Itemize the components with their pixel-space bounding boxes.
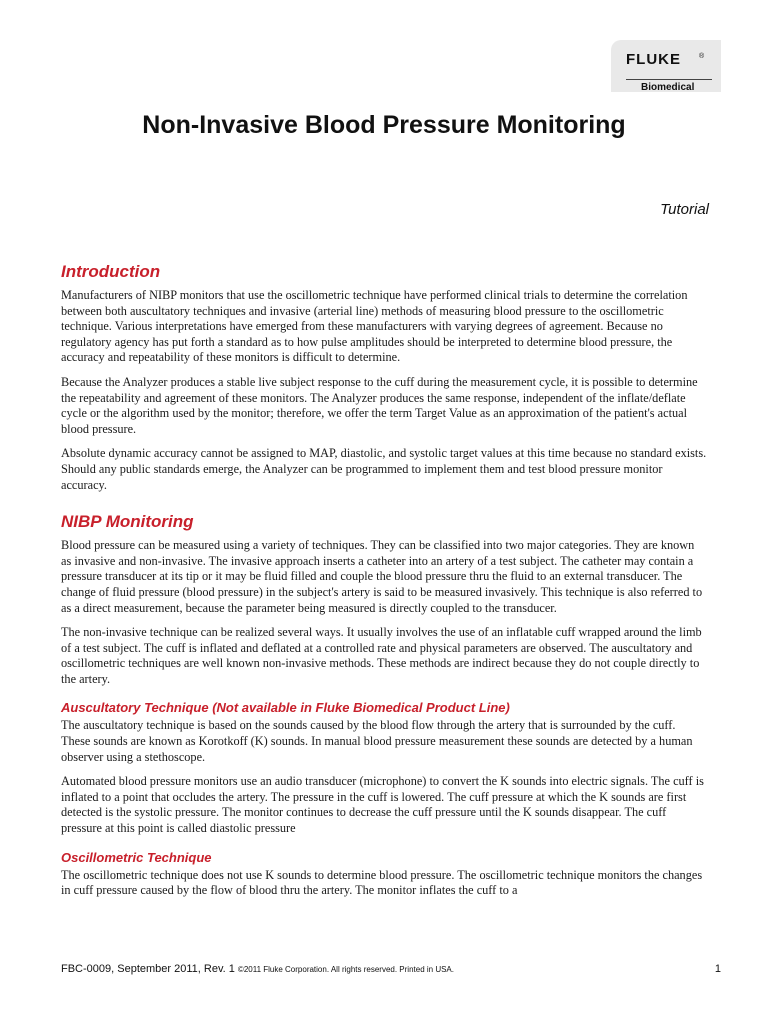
nibp-heading: NIBP Monitoring <box>61 512 194 532</box>
footer-info <box>61 963 454 975</box>
oscillometric-heading: Oscillometric Technique <box>61 849 212 865</box>
brand-logo: FLUKE <box>626 51 681 68</box>
auscultatory-heading: Auscultatory Technique (Not available in Fluke Biomedical Product Line) <box>61 700 510 716</box>
brand-division: Biomedical <box>641 82 695 93</box>
paragraph: Absolute dynamic accuracy cannot be assigned to MAP, diastolic, and systolic target values at this time because no standard exists. Should any public standards emerge, the Analyzer can be programmed to implement them and test blood pressure monitor accuracy. <box>61 446 707 492</box>
paragraph: The auscultatory technique is based on the sounds caused by the blood flow through the artery that is surrounded by the cuff. These sounds are known as Korotkoff (K) sounds. In manual blood pressure measurement these sounds are detected by a human observer using a stethoscope. <box>61 718 693 764</box>
doc-reference: FBC-0009, September 2011, Rev. 1 <box>61 963 235 975</box>
document-body <box>61 262 707 908</box>
paragraph: Manufacturers of NIBP monitors that use the oscillometric technique have performed clinical trials to determine the correlation between both auscultatory techniques and invasive (arterial line) methods of measuring blood pressure to the oscillometric technique. Various interpretations have emerged from these manufacturers with varying degrees of agreement. Because no regulatory agency has put forth a standard as to how pulse amplitudes should be interpreted to determine blood pressure, the accuracy and repeatability of these monitors is difficult to determine. <box>61 288 688 365</box>
document-subtitle: Tutorial <box>660 201 709 218</box>
copyright: ©2011 Fluke Corporation. All rights reserved. Printed in USA. <box>237 965 454 974</box>
page-title: Non-Invasive Blood Pressure Monitoring <box>142 111 626 139</box>
registered-mark: ® <box>699 53 705 60</box>
paragraph: Automated blood pressure monitors use an audio transducer (microphone) to convert the K sounds into electric signals. The cuff is inflated to a point that occludes the artery. The pressure in the cuff is lowered. The cuff pressure at which the K sounds are first detected is the systolic pressure. The monitor continues to decrease the cuff pressure until the K sounds disappear. The cuff pressure at this point is called diastolic pressure <box>61 774 704 836</box>
paragraph: The oscillometric technique does not use K sounds to determine blood pressure. The oscillometric technique monitors the changes in cuff pressure caused by the flow of blood thru the artery. The monitor inflates the cuff to a <box>61 867 703 898</box>
paragraph: Because the Analyzer produces a stable live subject response to the cuff during the measurement cycle, it is possible to determine the repeatability and agreement of these monitors. The Analyzer produces the same response, independent of the inflate/deflate cycle or the algorithm used by the monitor; therefore, we offer the term Target Value as an approximation of the patient's actual blood pressure. <box>61 374 698 436</box>
page-number: 1 <box>714 963 721 975</box>
paragraph: Blood pressure can be measured using a variety of techniques. They can be classified into two major categories. They are known as invasive and non-invasive. The invasive approach inserts a catheter into an artery of a test subject. The catheter may contain a pressure transducer at its tip or it may be fluid filled and couple the blood pressure thru the fluid to an external transducer. The change of fluid pressure (blood pressure) in the subject's artery is said to be measured invasively. This technique is also referred to as a direct measurement, because the parameter being measured is directly coupled to the transducer. <box>61 538 703 615</box>
paragraph: The non-invasive technique can be realized several ways. It usually involves the use of an inflatable cuff wrapped around the limb of a test subject. The cuff is inflated and deflated at a controlled rate and physical parameters are observed. The auscultatory and oscillometric techniques are well known non-invasive methods. These methods are indirect because they do not couple directly to the artery. <box>61 625 702 686</box>
logo-divider <box>626 79 712 80</box>
introduction-heading: Introduction <box>61 262 161 281</box>
